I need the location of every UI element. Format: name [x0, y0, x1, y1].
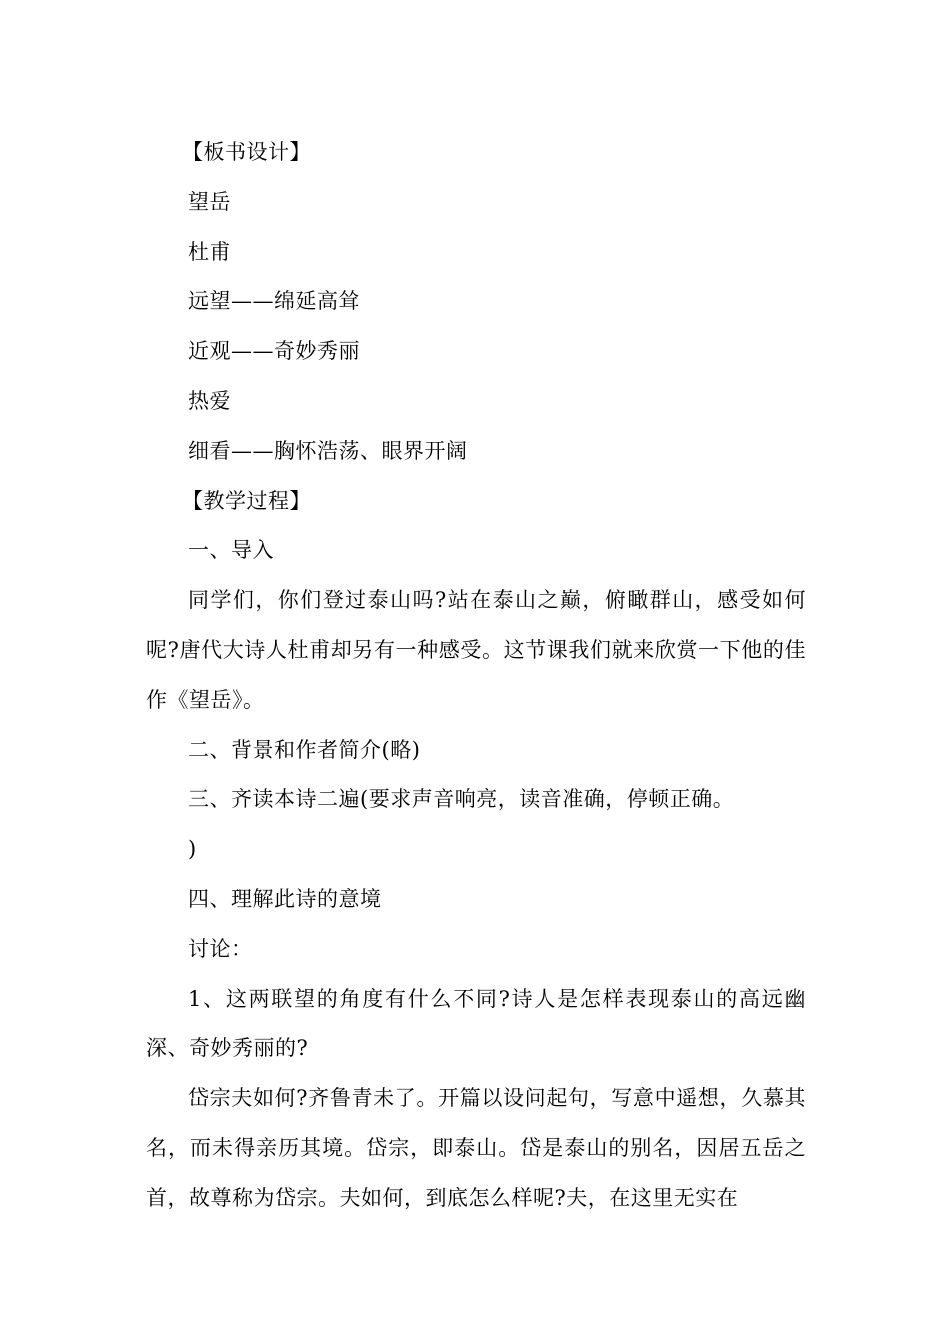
step-background: 二、背景和作者简介(略)	[188, 737, 421, 762]
section-heading-board-design: 【板书设计】	[182, 140, 311, 164]
discussion-label: 讨论：	[188, 936, 253, 961]
step-reading-close: )	[188, 837, 197, 862]
discussion-question-1: 1、这两联望的角度有什么不同?诗人是怎样表现泰山的高远幽深、奇妙秀丽的?	[146, 986, 806, 1061]
step-understanding: 四、理解此诗的意境	[188, 886, 382, 911]
step-introduction: 一、导入	[188, 538, 274, 563]
paragraph-introduction: 同学们，你们登过泰山吗?站在泰山之巅，俯瞰群山，感受如何呢?唐代大诗人杜甫却另有一种感受。这节课我们就来欣赏一下他的佳作《望岳》。	[146, 588, 806, 712]
board-line-love: 热爱	[188, 388, 231, 413]
board-line-close-look: 细看——胸怀浩荡、眼界开阔	[188, 438, 468, 463]
step-reading: 三、齐读本诗二遍(要求声音响亮，读音准确，停顿正确。	[188, 787, 735, 812]
board-line-title: 望岳	[188, 189, 231, 214]
section-heading-teaching-process: 【教学过程】	[182, 488, 311, 513]
document-body	[146, 128, 806, 1224]
board-line-near-view: 近观——奇妙秀丽	[188, 339, 360, 364]
board-line-far-view: 远望——绵延高耸	[188, 289, 360, 314]
board-line-author: 杜甫	[188, 239, 231, 264]
paragraph-analysis: 岱宗夫如何?齐鲁青未了。开篇以设问起句，写意中遥想，久慕其名，而未得亲历其境。岱宗，即泰山。岱是泰山的别名，因居五岳之首，故尊称为岱宗。夫如何，到底怎么样呢?夫，在这里无实在	[146, 1086, 806, 1210]
